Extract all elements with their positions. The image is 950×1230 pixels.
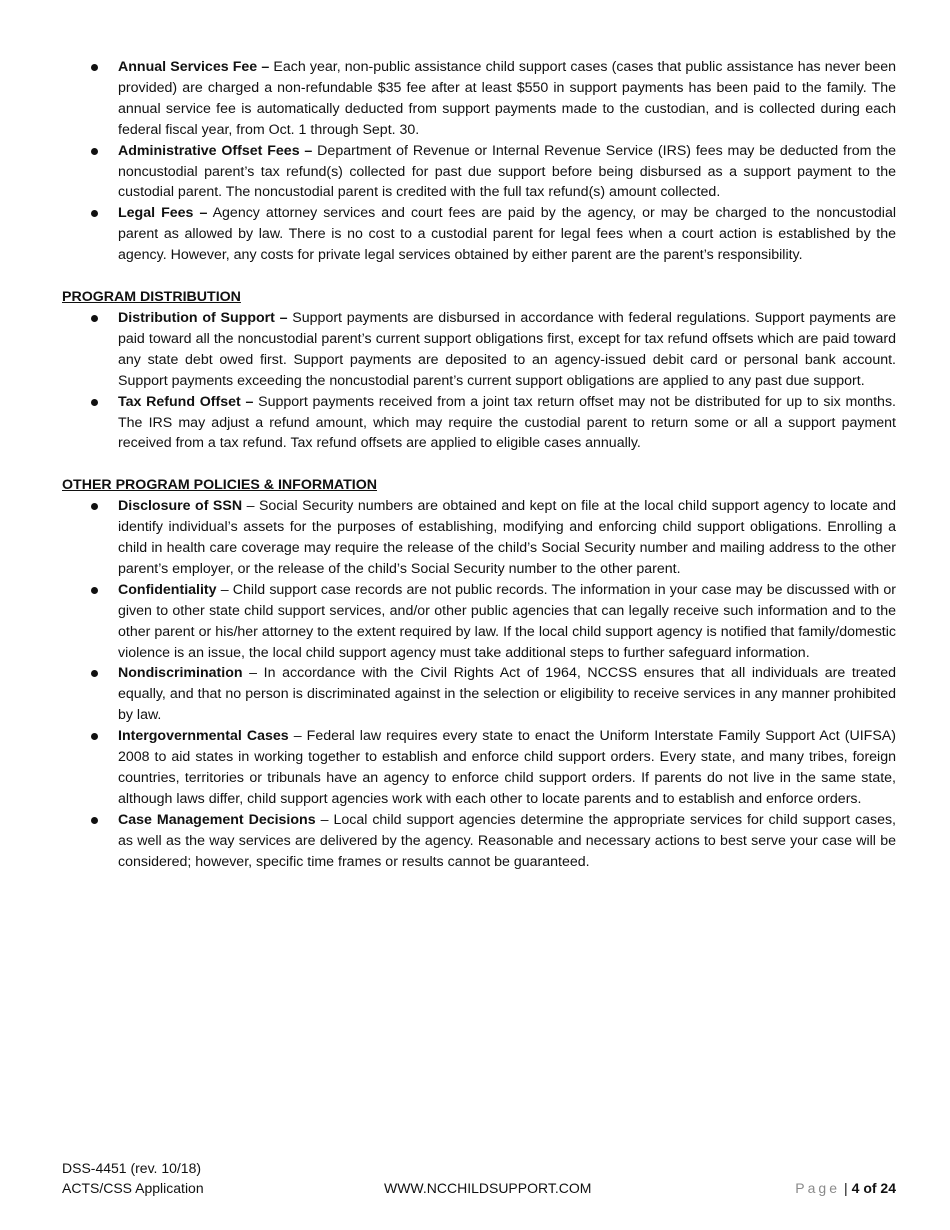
list-item <box>62 203 896 266</box>
list-item <box>62 726 896 810</box>
bullet-icon <box>91 587 98 594</box>
bullet-icon <box>91 399 98 406</box>
list-item <box>62 392 896 455</box>
list-item-text: Department of Revenue or Internal Revenue Service (IRS) fees may be deducted from the noncustodial parent’s tax refund(s) collected for past due support before being disbursed as a support payment to the custodial parent. The noncustodial parent is credited with the full tax refund(s) amount collected. <box>118 142 896 201</box>
footer-form-info <box>62 1158 204 1198</box>
list-item-term: Administrative Offset Fees – <box>118 142 313 159</box>
list-item <box>62 308 896 392</box>
bullet-icon <box>91 733 98 740</box>
form-number: DSS-4451 (rev. 10/18) <box>62 1160 202 1176</box>
bullet-icon <box>91 503 98 510</box>
list-item-term: Case Management Decisions <box>118 811 316 828</box>
list-item-text: – In accordance with the Civil Rights Act of 1964, NCCSS ensures that all individuals are treated equally, and that no person is discriminated against in the selection or eligibility to receive services in any manner prohibited by law. <box>118 665 896 724</box>
list-item-term: Nondiscrimination <box>118 665 243 682</box>
list-item-term: Distribution of Support – <box>118 309 288 326</box>
list-item <box>62 57 896 141</box>
form-name: ACTS/CSS Application <box>62 1180 204 1196</box>
page-content <box>62 57 896 873</box>
list-item-term: Intergovernmental Cases <box>118 728 289 745</box>
list-item-text: – Child support case records are not public records. The information in your case may be discussed with or given to other state child support services, and/or other public agencies that can legally receive such information and to the other parent or his/her attorney to the extent required by law. If the local child support agency is notified that family/domestic violence is an issue, the local child support agency must take additional steps to further safeguard information. <box>118 581 896 661</box>
list-item-text: – Social Security numbers are obtained and kept on file at the local child support agency to locate and identify individual’s assets for the purposes of establishing, modifying and enforcing child support obligations. Enrolling a child in health care coverage may require the release of the child’s Social Security number and mailing address to the other parent’s employer, or the release of the child’s Social Security number to the other parent. <box>118 498 896 577</box>
page-separator: | <box>844 1180 848 1196</box>
section-heading-other-policies: OTHER PROGRAM POLICIES & INFORMATION <box>62 477 378 494</box>
bullet-icon <box>91 148 98 155</box>
list-item-text: – Federal law requires every state to enact the Uniform Interstate Family Support Act (UIFSA) 2008 to aid states in working together to establish and enforce child support orders. Every state, and many tribes, foreign countries, territories or tribunals have an agency to enforce child support orders. If parents do not live in the same state, although laws differ, child support agencies work with each other to locate parents and to establish and enforce orders. <box>118 728 896 807</box>
footer-website: WWW.NCCHILDSUPPORT.COM <box>384 1180 592 1196</box>
bullet-icon <box>91 817 98 824</box>
list-item <box>62 810 896 873</box>
program-distribution-list <box>62 308 896 454</box>
list-item-text: Support payments are disbursed in accordance with federal regulations. Support payments are paid toward all the noncustodial parent’s current support obligations first, except for tax refund offsets which are paid toward any state debt owed first. Support payments are deposited to an agency-issued debit card or personal bank account. Support payments exceeding the noncustodial parent’s current support obligations are applied to any past due support. <box>118 309 896 389</box>
bullet-icon <box>91 315 98 322</box>
list-item-term: Confidentiality <box>118 581 217 598</box>
list-item-text: Each year, non-public assistance child support cases (cases that public assistance has never been provided) are charged a non-refundable $35 fee after at least $550 in support payments has been paid to the family. The annual service fee is automatically deducted from support payments made to the custodian, and is collected during each federal fiscal year, from Oct. 1 through Sept. 30. <box>118 59 896 138</box>
list-item-term: Legal Fees – <box>118 205 208 222</box>
section-heading-program-distribution: PROGRAM DISTRIBUTION <box>62 289 241 306</box>
list-item <box>62 141 896 204</box>
fees-list <box>62 57 896 266</box>
list-item-text: Support payments received from a joint tax return offset may not be distributed for up to six months. The IRS may adjust a refund amount, which may require the custodial parent to return some or all a support payment received from a tax refund. Tax refund offsets are applied to eligible cases annually. <box>118 393 896 452</box>
list-item-term: Disclosure of SSN <box>118 498 243 515</box>
list-item <box>62 496 896 580</box>
list-item-term: Tax Refund Offset – <box>118 393 254 410</box>
list-item <box>62 663 896 726</box>
page-number: 4 of 24 <box>851 1180 896 1196</box>
footer-page-indicator <box>795 1178 896 1198</box>
page-label: Page <box>795 1180 840 1196</box>
bullet-icon <box>91 210 98 217</box>
list-item-text: Agency attorney services and court fees are paid by the agency, or may be charged to the noncustodial parent as allowed by law. There is no cost to a custodial parent for legal fees when a court action is established by the agency. However, any costs for private legal services obtained by either parent are the parent’s responsibility. <box>118 205 896 264</box>
list-item-text: – Local child support agencies determine the appropriate services for child support cases, as well as the way services are delivered by the agency. Reasonable and necessary actions to best serve your case will be considered; however, specific time frames or results cannot be guaranteed. <box>118 811 896 870</box>
bullet-icon <box>91 64 98 71</box>
list-item <box>62 580 896 664</box>
list-item-term: Annual Services Fee – <box>118 59 270 75</box>
other-policies-list <box>62 496 896 872</box>
bullet-icon <box>91 670 98 677</box>
